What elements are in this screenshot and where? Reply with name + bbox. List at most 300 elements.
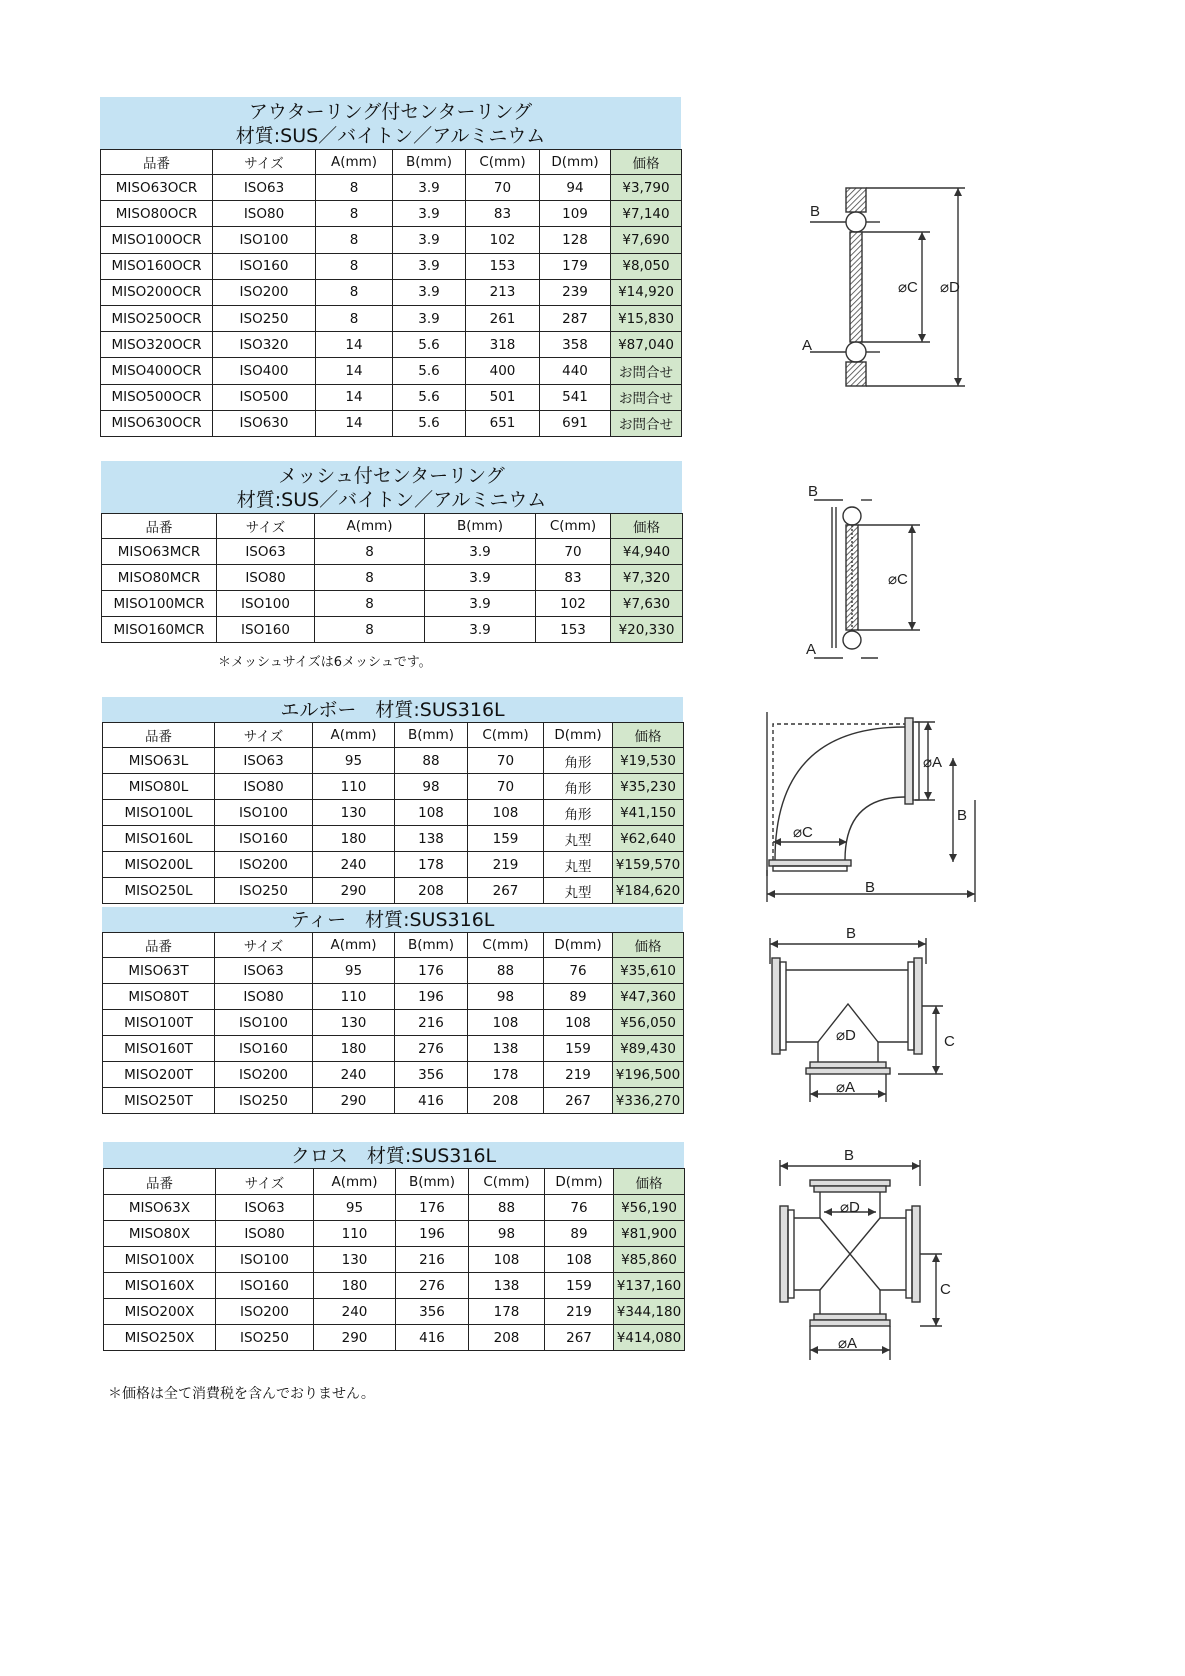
cell-c: 70 (468, 774, 544, 800)
cell-size: ISO250 (216, 1325, 314, 1351)
table-row (104, 1195, 685, 1221)
cell-a: 240 (313, 852, 395, 878)
col-header-hinban: 品番 (102, 514, 217, 539)
cell-c: 261 (466, 305, 540, 331)
cell-price: ¥87,040 (611, 332, 682, 358)
cell-hinban: MISO160MCR (102, 617, 217, 643)
col-header-hinban: 品番 (103, 723, 215, 748)
cell-hinban: MISO80MCR (102, 565, 217, 591)
cell-hinban: MISO200L (103, 852, 215, 878)
cell-hinban: MISO100OCR (101, 227, 213, 253)
cell-size: ISO250 (213, 305, 316, 331)
cell-size: ISO400 (213, 358, 316, 384)
cell-a: 130 (313, 1010, 395, 1036)
dim-label-phi-a: ⌀A (923, 754, 943, 771)
dim-label-a: A (802, 337, 813, 354)
cell-hinban: MISO200OCR (101, 279, 213, 305)
cell-b: 5.6 (393, 332, 466, 358)
cell-hinban: MISO160T (103, 1036, 215, 1062)
cell-d: 108 (544, 1010, 613, 1036)
table-row (101, 253, 682, 279)
cell-c: 159 (468, 826, 544, 852)
cell-price: お問合せ (611, 384, 682, 410)
cell-price: ¥85,860 (614, 1247, 685, 1273)
col-header-b: B(mm) (425, 514, 536, 539)
cell-size: ISO320 (213, 332, 316, 358)
cell-a: 180 (313, 826, 395, 852)
col-header-a: A(mm) (314, 1169, 396, 1195)
cell-d: 691 (540, 410, 611, 436)
col-header-b: B(mm) (393, 150, 466, 175)
cell-hinban: MISO100MCR (102, 591, 217, 617)
col-header-c: C(mm) (466, 150, 540, 175)
cell-c: 153 (536, 617, 611, 643)
tee-diagram (768, 924, 968, 1104)
cell-c: 108 (468, 1010, 544, 1036)
cell-size: ISO80 (215, 774, 313, 800)
cell-size: ISO63 (215, 748, 313, 774)
cell-d: 219 (545, 1299, 614, 1325)
cell-a: 95 (314, 1195, 396, 1221)
cell-hinban: MISO250T (103, 1088, 215, 1114)
cell-hinban: MISO630OCR (101, 410, 213, 436)
table-row (101, 358, 682, 384)
cell-c: 102 (466, 227, 540, 253)
col-header-size: サイズ (215, 723, 313, 748)
elbow-section (102, 697, 683, 904)
table-row (102, 617, 683, 643)
cell-price: ¥35,610 (613, 958, 684, 984)
cell-b: 5.6 (393, 358, 466, 384)
cross-diagram (770, 1142, 980, 1372)
cell-b: 5.6 (393, 410, 466, 436)
cell-hinban: MISO160OCR (101, 253, 213, 279)
elbow-table (102, 722, 684, 904)
cell-d: 159 (544, 1036, 613, 1062)
cell-a: 110 (314, 1221, 396, 1247)
cell-c: 83 (466, 201, 540, 227)
cell-price: ¥8,050 (611, 253, 682, 279)
cell-size: ISO100 (215, 1010, 313, 1036)
col-header-price: 価格 (613, 933, 684, 958)
col-header-c: C(mm) (469, 1169, 545, 1195)
cell-size: ISO63 (215, 958, 313, 984)
table-row (103, 958, 684, 984)
table-row (103, 1088, 684, 1114)
cell-c: 178 (468, 1062, 544, 1088)
cell-b: 3.9 (393, 175, 466, 201)
cell-size: ISO160 (215, 1036, 313, 1062)
col-header-hinban: 品番 (101, 150, 213, 175)
dim-label-phi-d: ⌀D (940, 279, 960, 296)
cell-d: 丸型 (544, 878, 613, 904)
cell-size: ISO250 (215, 878, 313, 904)
cell-d: 76 (544, 958, 613, 984)
cell-c: 98 (468, 984, 544, 1010)
cell-c: 70 (468, 748, 544, 774)
col-header-c: C(mm) (468, 933, 544, 958)
cell-a: 240 (314, 1299, 396, 1325)
mesh-ring-table (101, 513, 683, 643)
cell-c: 208 (469, 1325, 545, 1351)
cell-hinban: MISO80L (103, 774, 215, 800)
table-row (103, 1062, 684, 1088)
col-header-b: B(mm) (396, 1169, 469, 1195)
table-header-row (104, 1169, 685, 1195)
cell-size: ISO160 (217, 617, 315, 643)
cell-a: 110 (313, 984, 395, 1010)
cell-d: 541 (540, 384, 611, 410)
cell-a: 8 (316, 201, 393, 227)
cell-b: 356 (396, 1299, 469, 1325)
cell-b: 208 (395, 878, 468, 904)
tee-title-box (102, 907, 683, 932)
cell-b: 3.9 (393, 253, 466, 279)
cell-b: 3.9 (393, 227, 466, 253)
cell-a: 180 (314, 1273, 396, 1299)
cell-price: ¥89,430 (613, 1036, 684, 1062)
cell-size: ISO100 (216, 1247, 314, 1273)
cell-size: ISO200 (213, 279, 316, 305)
cell-c: 208 (468, 1088, 544, 1114)
table-row (101, 279, 682, 305)
footnote: ＊価格は全て消費税を含んでおりません。 (108, 1386, 375, 1402)
outer-ring-title-box (100, 97, 681, 149)
cell-hinban: MISO400OCR (101, 358, 213, 384)
cell-hinban: MISO80OCR (101, 201, 213, 227)
table-row (103, 1036, 684, 1062)
cell-hinban: MISO100X (104, 1247, 216, 1273)
tee-table (102, 932, 684, 1114)
cell-a: 130 (314, 1247, 396, 1273)
col-header-price: 価格 (611, 514, 683, 539)
cell-size: ISO100 (213, 227, 316, 253)
cell-c: 651 (466, 410, 540, 436)
elbow-title-box (102, 697, 683, 722)
cell-size: ISO80 (217, 565, 315, 591)
cell-b: 176 (395, 958, 468, 984)
table-row (104, 1299, 685, 1325)
col-header-b: B(mm) (395, 723, 468, 748)
cell-size: ISO500 (213, 384, 316, 410)
cell-price: ¥47,360 (613, 984, 684, 1010)
col-header-size: サイズ (217, 514, 315, 539)
cell-d: 109 (540, 201, 611, 227)
cross-section (103, 1142, 684, 1351)
col-header-d: D(mm) (544, 933, 613, 958)
cell-c: 219 (468, 852, 544, 878)
cell-b: 3.9 (425, 565, 536, 591)
table-row (103, 1010, 684, 1036)
cell-b: 356 (395, 1062, 468, 1088)
cell-d: 267 (544, 1088, 613, 1114)
cell-hinban: MISO80T (103, 984, 215, 1010)
outer-ring-diagram (790, 180, 990, 400)
tee-title: ティー 材質:SUS316L (290, 909, 495, 931)
mesh-ring-title: メッシュ付センターリング (278, 465, 505, 487)
col-header-hinban: 品番 (104, 1169, 216, 1195)
cell-price: ¥7,140 (611, 201, 682, 227)
dim-label-c: C (944, 1033, 955, 1050)
cell-price: ¥336,270 (613, 1088, 684, 1114)
cell-b: 276 (395, 1036, 468, 1062)
cell-c: 102 (536, 591, 611, 617)
cell-b: 276 (396, 1273, 469, 1299)
cell-b: 3.9 (425, 539, 536, 565)
cell-hinban: MISO250L (103, 878, 215, 904)
table-row (101, 305, 682, 331)
cell-a: 14 (316, 358, 393, 384)
mesh-ring-section (101, 461, 682, 643)
col-header-d: D(mm) (544, 723, 613, 748)
cell-c: 138 (468, 1036, 544, 1062)
cell-hinban: MISO250OCR (101, 305, 213, 331)
dim-label-phi-d: ⌀D (840, 1199, 860, 1216)
cell-d: 358 (540, 332, 611, 358)
dim-label-phi-a: ⌀A (836, 1079, 856, 1096)
cell-d: 239 (540, 279, 611, 305)
table-row (102, 591, 683, 617)
cell-price: お問合せ (611, 358, 682, 384)
cell-c: 83 (536, 565, 611, 591)
cell-price: ¥137,160 (614, 1273, 685, 1299)
table-row (103, 800, 684, 826)
cell-a: 95 (313, 748, 395, 774)
tee-section (102, 907, 683, 1114)
cell-a: 130 (313, 800, 395, 826)
dim-label-phi-d: ⌀D (836, 1027, 856, 1044)
cell-a: 8 (316, 227, 393, 253)
cell-a: 110 (313, 774, 395, 800)
table-row (104, 1273, 685, 1299)
cell-a: 8 (315, 539, 425, 565)
cell-hinban: MISO63T (103, 958, 215, 984)
cell-b: 3.9 (425, 591, 536, 617)
cell-price: ¥7,690 (611, 227, 682, 253)
cell-c: 70 (466, 175, 540, 201)
cell-price: ¥196,500 (613, 1062, 684, 1088)
cell-b: 138 (395, 826, 468, 852)
table-row (104, 1221, 685, 1247)
cell-price: ¥14,920 (611, 279, 682, 305)
cell-hinban: MISO80X (104, 1221, 216, 1247)
dim-label-c: C (940, 1281, 951, 1298)
cell-c: 153 (466, 253, 540, 279)
outer-ring-section (100, 97, 681, 437)
dim-label-b: B (810, 203, 821, 220)
cell-b: 3.9 (393, 201, 466, 227)
cell-size: ISO160 (215, 826, 313, 852)
cell-hinban: MISO100L (103, 800, 215, 826)
cell-d: 179 (540, 253, 611, 279)
col-header-a: A(mm) (313, 933, 395, 958)
cell-c: 70 (536, 539, 611, 565)
cell-size: ISO200 (215, 852, 313, 878)
outer-ring-title: アウターリング付センターリング (248, 101, 533, 123)
cell-size: ISO80 (213, 201, 316, 227)
cell-price: ¥62,640 (613, 826, 684, 852)
cell-a: 290 (313, 1088, 395, 1114)
col-header-size: サイズ (216, 1169, 314, 1195)
cell-d: 89 (545, 1221, 614, 1247)
col-header-price: 価格 (614, 1169, 685, 1195)
cell-a: 8 (316, 279, 393, 305)
table-row (103, 748, 684, 774)
table-row (103, 826, 684, 852)
cell-b: 196 (395, 984, 468, 1010)
table-row (104, 1247, 685, 1273)
cell-hinban: MISO200T (103, 1062, 215, 1088)
cell-d: 89 (544, 984, 613, 1010)
cell-price: ¥81,900 (614, 1221, 685, 1247)
col-header-price: 価格 (611, 150, 682, 175)
cell-hinban: MISO250X (104, 1325, 216, 1351)
table-row (102, 565, 683, 591)
cell-d: 287 (540, 305, 611, 331)
cell-size: ISO100 (215, 800, 313, 826)
cell-price: お問合せ (611, 410, 682, 436)
cell-b: 178 (395, 852, 468, 878)
cell-a: 14 (316, 384, 393, 410)
cell-b: 88 (395, 748, 468, 774)
cell-d: 角形 (544, 800, 613, 826)
cell-d: 76 (545, 1195, 614, 1221)
cell-d: 440 (540, 358, 611, 384)
col-header-price: 価格 (613, 723, 684, 748)
cell-d: 角形 (544, 748, 613, 774)
table-row (103, 774, 684, 800)
cell-b: 108 (395, 800, 468, 826)
cell-b: 3.9 (393, 305, 466, 331)
cell-size: ISO80 (216, 1221, 314, 1247)
table-header-row (101, 150, 682, 175)
col-header-d: D(mm) (545, 1169, 614, 1195)
col-header-size: サイズ (215, 933, 313, 958)
cell-a: 290 (314, 1325, 396, 1351)
table-row (101, 332, 682, 358)
cell-b: 416 (395, 1088, 468, 1114)
cell-a: 290 (313, 878, 395, 904)
cell-a: 14 (316, 332, 393, 358)
elbow-diagram (765, 712, 985, 912)
col-header-a: A(mm) (316, 150, 393, 175)
col-header-c: C(mm) (536, 514, 611, 539)
cell-c: 400 (466, 358, 540, 384)
cell-c: 88 (468, 958, 544, 984)
cell-price: ¥4,940 (611, 539, 683, 565)
cell-b: 216 (396, 1247, 469, 1273)
table-row (102, 539, 683, 565)
cell-d: 角形 (544, 774, 613, 800)
cell-a: 180 (313, 1036, 395, 1062)
col-header-c: C(mm) (468, 723, 544, 748)
table-row (103, 852, 684, 878)
table-row (101, 201, 682, 227)
mesh-ring-title-box (101, 461, 682, 513)
cell-c: 501 (466, 384, 540, 410)
cell-price: ¥20,330 (611, 617, 683, 643)
cell-a: 8 (315, 617, 425, 643)
cell-price: ¥7,320 (611, 565, 683, 591)
cell-a: 8 (316, 175, 393, 201)
mesh-note: ＊メッシュサイズは6メッシュです。 (218, 655, 432, 670)
cell-hinban: MISO500OCR (101, 384, 213, 410)
dim-label-phi-c: ⌀C (793, 824, 813, 841)
col-header-hinban: 品番 (103, 933, 215, 958)
cell-size: ISO160 (213, 253, 316, 279)
table-header-row (103, 723, 684, 748)
cell-price: ¥35,230 (613, 774, 684, 800)
cell-d: 丸型 (544, 826, 613, 852)
cell-price: ¥15,830 (611, 305, 682, 331)
cell-price: ¥41,150 (613, 800, 684, 826)
cell-d: 159 (545, 1273, 614, 1299)
table-row (101, 227, 682, 253)
cell-price: ¥344,180 (614, 1299, 685, 1325)
cell-a: 95 (313, 958, 395, 984)
cell-hinban: MISO160X (104, 1273, 216, 1299)
cell-c: 108 (468, 800, 544, 826)
cell-a: 8 (316, 305, 393, 331)
cell-size: ISO80 (215, 984, 313, 1010)
table-row (103, 878, 684, 904)
cell-size: ISO63 (216, 1195, 314, 1221)
cell-size: ISO160 (216, 1273, 314, 1299)
cell-price: ¥56,050 (613, 1010, 684, 1036)
table-row (103, 984, 684, 1010)
table-header-row (103, 933, 684, 958)
dim-label-phi-a: ⌀A (838, 1335, 858, 1352)
outer-ring-table (100, 149, 682, 437)
col-header-size: サイズ (213, 150, 316, 175)
table-row (101, 410, 682, 436)
cell-c: 138 (469, 1273, 545, 1299)
dim-label-b: B (844, 1147, 855, 1164)
cell-c: 88 (469, 1195, 545, 1221)
mesh-ring-diagram (800, 483, 940, 668)
col-header-b: B(mm) (395, 933, 468, 958)
col-header-d: D(mm) (540, 150, 611, 175)
cell-size: ISO63 (217, 539, 315, 565)
cell-price: ¥159,570 (613, 852, 684, 878)
cell-c: 213 (466, 279, 540, 305)
cell-hinban: MISO63L (103, 748, 215, 774)
cell-b: 5.6 (393, 384, 466, 410)
cell-price: ¥3,790 (611, 175, 682, 201)
cell-hinban: MISO200X (104, 1299, 216, 1325)
cell-price: ¥19,530 (613, 748, 684, 774)
table-row (101, 384, 682, 410)
cell-size: ISO250 (215, 1088, 313, 1114)
cell-c: 178 (469, 1299, 545, 1325)
cell-b: 196 (396, 1221, 469, 1247)
table-row (104, 1325, 685, 1351)
cell-b: 416 (396, 1325, 469, 1351)
cell-size: ISO63 (213, 175, 316, 201)
cell-a: 8 (315, 591, 425, 617)
cell-c: 267 (468, 878, 544, 904)
cell-d: 94 (540, 175, 611, 201)
cell-price: ¥184,620 (613, 878, 684, 904)
cell-b: 98 (395, 774, 468, 800)
cell-price: ¥56,190 (614, 1195, 685, 1221)
col-header-a: A(mm) (315, 514, 425, 539)
dim-label-b-horiz: B (865, 879, 876, 896)
table-row (101, 175, 682, 201)
cross-title-box (103, 1142, 684, 1168)
cell-d: 128 (540, 227, 611, 253)
dim-label-a: A (806, 641, 817, 658)
